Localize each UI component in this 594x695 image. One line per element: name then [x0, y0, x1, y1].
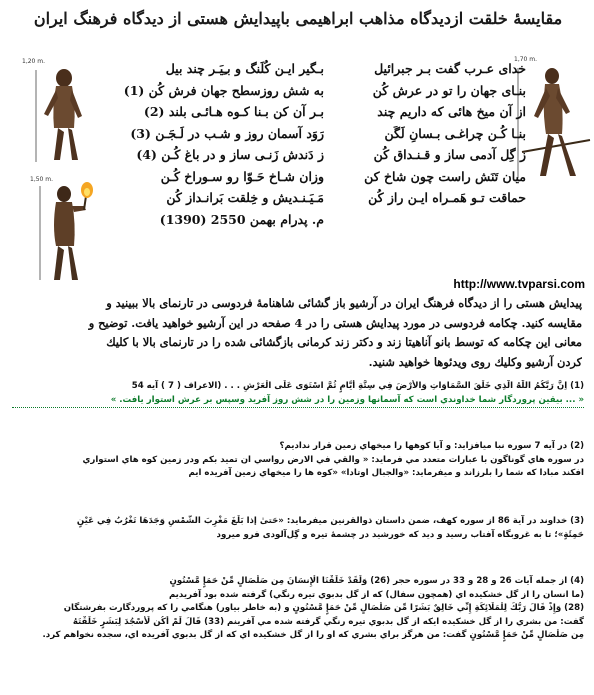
- ref-line: (4) از جمله آيات 26 و 28 و 33 در سوره حجر (26) وَلَقَدْ خَلَقْنَا الْإِنسَانَ مِن صَلْصَالٍ مِّنْ حَمَإٍ مَّسْنُونٍ: [169, 576, 584, 586]
- poem-line: ميان تَنَش راست چون شاخ كن: [364, 168, 526, 184]
- poem-right-column: [316, 58, 526, 209]
- poem-line: بـر آن كن بـنا كـوه هـائـى بلند (2): [143, 104, 324, 119]
- poem-left-column: [96, 58, 324, 230]
- reference-3: [12, 515, 584, 542]
- poem-line: ز گِل آدمى ساز و قـنـداق كُن: [373, 147, 526, 162]
- poem-line: بنـا كُـن چراغـى بـسانِ لَگَن: [384, 125, 526, 141]
- poem-line: به شش روزسطح جهان فرش كُن (1): [123, 82, 324, 98]
- poem-line: از آن ميخ هائى كه داريم چند: [377, 104, 526, 119]
- intro-line: پيدايش هستى را از ديدگاه فرهنگ ايران در آرشيو باز گشائى شاهنامهٔ فردوسى در تارنماى بالا ببينيد و: [106, 296, 582, 310]
- ref-translation: « ... بيقين پروردگار شما خداوندي است كه آسمانها وزمين را در شش روز آفريد وسپس بر عرش استوار يافت. »: [12, 394, 584, 409]
- website-link[interactable]: http://www.tvparsi.com: [453, 277, 585, 291]
- ref-line: مِن صَلْصَالٍ مِّنْ حَمَإٍ مَّسْنُونٍ گفت: من هرگز براي بشري كه او را از گل خشكيده اي كه از گل بدبوي آفريده اي، سجده نخواهم كرد.: [42, 630, 584, 640]
- hominid-figure-torch: [30, 176, 100, 286]
- ref-line: (28) وَإِذْ قَالَ رَبُّكَ لِلْمَلَائِكَةِ إِنِّي خَالِقٌ بَشَرًا مِّن صَلْصَالٍ مِّنْ حَمَإٍ مَّسْنُونٍ و (به خاطر بياور) هنگامي را كه پروردگارت بفرشتگان: [63, 603, 584, 613]
- ref-line: حَمِئَةٍ»؛ تا به غروبگاه آفتاب رسيد و ديد كه خورشيد در چشمهٔ تيره و گِل‌آلودى فرو ميرود: [216, 529, 584, 540]
- poem-line: بنـاى جهان را تو در عرش كُن: [372, 82, 526, 98]
- page-title: مقايسهٔ خلقت ازديدگاه مذاهب ابراهيمى باپيدايش هستى از ديدگاه فرهنگ ايران: [33, 9, 563, 28]
- poem-line: رَوَد آسمان روز و شـب در لَـجَـن (3): [130, 125, 324, 141]
- ref-line: (1) اِنَّ رَبَّكُمُ اللّهُ الَّذِي خَلَقَ السَّمَاوَاتِ وَالأَرْضَ فِي سِتَّةِ أَيَّامٍ ثُمَّ اسْتَوَى عَلَى الْعَرْشِ . . . (الاعراف ( 7 ) آيه 54: [131, 381, 584, 391]
- intro-line: مقايسه كنيد. چكامه فردوسى در مورد پيدايش هستى را در 4 صفحه در اين آرشيو خواهيد يافت. توضيح و: [88, 315, 582, 330]
- ref-line: (3) خداوند در آية 86 از سوره كهف، ضمن داستان ذوالقرنين ميفرمايد: «حَتىٰ إذا بَلَغَ مَغْرِبَ الشَّمْسِ وَجَدَهَا تَغْرُبُ فِي عَيْنٍ: [76, 516, 584, 526]
- ref-line: (2) در آيه 7 سوره نبا ميافزايد: و آيا كوهها را ميخهاي زمين قرار ندادیم؟: [279, 441, 584, 451]
- reference-1: [12, 380, 584, 408]
- intro-line: كردن آرشيو وكليك روى ويدئوها خواهيد شنيد.: [368, 354, 582, 369]
- scale-label: 1,50 m.: [30, 176, 54, 183]
- poem-line: وزان شـاخ حَـوّا رو سـوراخ كُـن: [160, 168, 324, 184]
- intro-paragraph: [14, 294, 582, 372]
- ref-line: افكند مبادا كه شما را بلرزاند و ميفرمايد: «والجبال اوتادا» «كوه ها را ميخهاي زمين آفريده ايم: [188, 468, 584, 478]
- ref-line: در سوره هاي گوناگون با عبارات متعدد مي فرمايد: « والقي في الارض رواسي ان تميد بكم ودر زمين كوه هاي استواري: [82, 454, 584, 465]
- ref-line: گفت: من بشري را از گل خشكيده ايكه از گل بدبوي تيره رنگي گرفته شده مي آفرينم (33) قَالَ لَمْ أَكُن لِّأَسْجُدَ لِبَشَرٍ خَلَقْتَهُ: [72, 616, 584, 627]
- poem-line: بـگير ايـن كُلَنگ و بـِيَـر چند بيل: [165, 61, 324, 76]
- poem-line: خداى عـرب گفت بـر جبرائيل: [374, 61, 526, 76]
- poem-signature: م. پدرام بهمن 2550 (1390): [159, 211, 324, 227]
- reference-4: [12, 575, 584, 643]
- scale-label: 1,20 m.: [22, 58, 46, 65]
- poem-line: حماقت تـو هَمـراه ايـن راز كُن: [368, 190, 526, 205]
- hominid-figure-small: [22, 58, 92, 168]
- poem-line: مَـيَـنـديش و خِلقت بَرانـداز كُن: [166, 190, 324, 205]
- ref-line: (ما انسان را از گل خشكيده اي (همچون سفال) كه از گل بدبوي تيره رنگي) گرفته شده بود آفريديم: [168, 589, 584, 600]
- reference-2: [12, 440, 584, 481]
- scale-label: 1,70 m.: [514, 56, 538, 63]
- intro-line: معانى اين چكامه كه توسط بانو آناهيتا زند و دكتر زند كرمانى بازگشائى شده را در تارنماى بالا با كليك: [106, 335, 582, 349]
- poem-line: ز دَندش زَنـى ساز و در باغ كُـن (4): [136, 147, 324, 162]
